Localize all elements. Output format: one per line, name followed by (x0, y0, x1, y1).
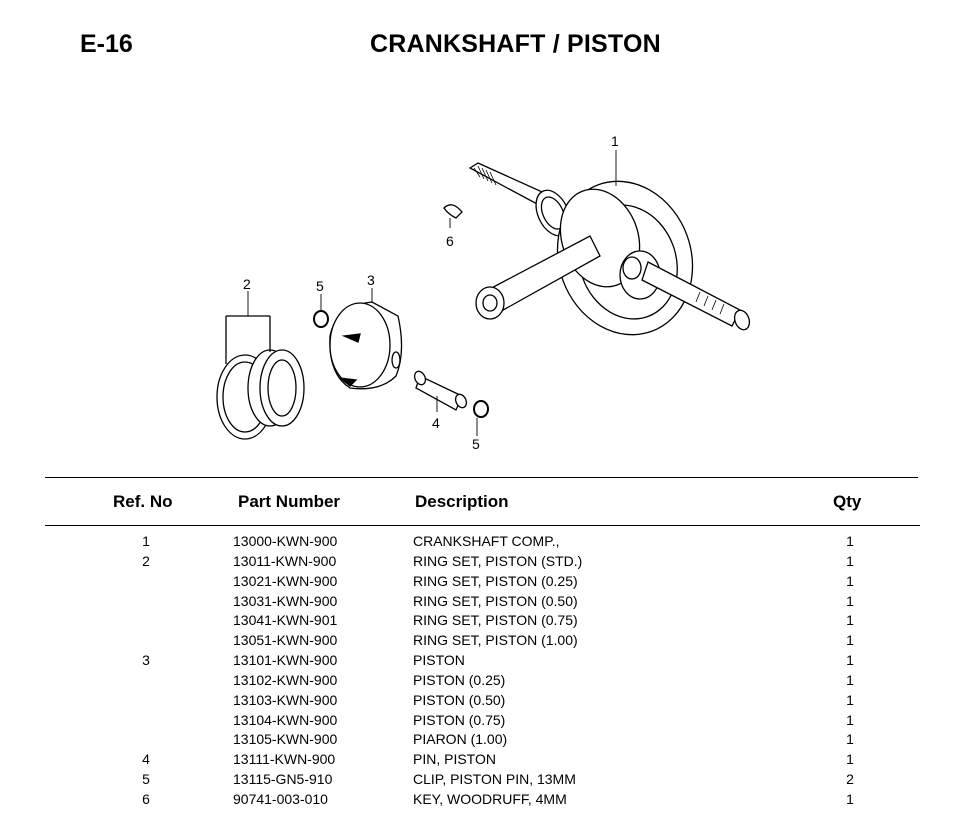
quantity: 1 (846, 791, 854, 807)
ref-no: 2 (142, 553, 150, 569)
description: PIN, PISTON (413, 751, 496, 767)
part-number: 13101-KWN-900 (233, 652, 338, 668)
part-number: 13021-KWN-900 (233, 573, 338, 589)
part-number: 90741-003-010 (233, 791, 328, 807)
quantity: 1 (846, 573, 854, 589)
column-header-part: Part Number (238, 492, 341, 511)
part-number: 13011-KWN-900 (233, 553, 337, 569)
quantity: 1 (846, 692, 854, 708)
table-row (0, 593, 978, 613)
description: RING SET, PISTON (0.75) (413, 612, 578, 628)
quantity: 1 (846, 553, 854, 569)
callout-key: 6 (446, 233, 454, 249)
table-top-rule (45, 477, 918, 478)
callout-pin: 4 (432, 415, 440, 431)
description: CRANKSHAFT COMP., (413, 533, 560, 549)
part-number: 13103-KWN-900 (233, 692, 338, 708)
description: PISTON (0.50) (413, 692, 506, 708)
part-number: 13105-KWN-900 (233, 731, 338, 747)
callout-clip-bottom: 5 (472, 436, 480, 452)
part-number: 13051-KWN-900 (233, 632, 338, 648)
ref-no: 3 (142, 652, 150, 668)
description: RING SET, PISTON (0.25) (413, 573, 578, 589)
quantity: 1 (846, 652, 854, 668)
quantity: 1 (846, 712, 854, 728)
table-row (0, 751, 978, 771)
table-row (0, 692, 978, 712)
quantity: 1 (846, 751, 854, 767)
column-header-ref: Ref. No (113, 492, 173, 511)
quantity: 1 (846, 731, 854, 747)
ref-no: 4 (142, 751, 150, 767)
quantity: 1 (846, 672, 854, 688)
description: RING SET, PISTON (1.00) (413, 632, 578, 648)
description: PISTON (0.25) (413, 672, 506, 688)
part-number: 13115-GN5-910 (233, 771, 333, 787)
table-row (0, 712, 978, 732)
part-number: 13041-KWN-901 (233, 612, 338, 628)
quantity: 1 (846, 533, 854, 549)
quantity: 1 (846, 612, 854, 628)
table-row (0, 553, 978, 573)
woodruff-key-drawing (444, 205, 462, 218)
description: RING SET, PISTON (STD.) (413, 553, 583, 569)
table-row (0, 672, 978, 692)
quantity: 1 (846, 632, 854, 648)
description: RING SET, PISTON (0.50) (413, 593, 578, 609)
quantity: 2 (846, 771, 854, 787)
callout-piston: 3 (367, 272, 375, 288)
page-title: CRANKSHAFT / PISTON (370, 30, 661, 58)
table-row (0, 652, 978, 672)
table-row (0, 533, 978, 553)
description: KEY, WOODRUFF, 4MM (413, 791, 567, 807)
ref-no: 1 (142, 533, 150, 549)
part-number: 13000-KWN-900 (233, 533, 338, 549)
sheet-code: E-16 (80, 30, 133, 58)
table-row (0, 632, 978, 652)
quantity: 1 (846, 593, 854, 609)
column-header-desc: Description (415, 492, 509, 511)
ring-set-drawing (217, 316, 304, 439)
table-row (0, 791, 978, 811)
callout-crankshaft: 1 (611, 133, 619, 149)
description: CLIP, PISTON PIN, 13MM (413, 771, 576, 787)
part-number: 13031-KWN-900 (233, 593, 338, 609)
callout-clip-top: 5 (316, 278, 324, 294)
part-number: 13104-KWN-900 (233, 712, 338, 728)
column-header-qty: Qty (833, 492, 862, 511)
part-number: 13102-KWN-900 (233, 672, 338, 688)
clip-top-drawing (314, 311, 328, 327)
clip-bottom-drawing (474, 401, 488, 417)
table-row (0, 573, 978, 593)
piston-pin-drawing (413, 370, 469, 410)
callout-ring-set: 2 (243, 276, 251, 292)
table-header-rule (45, 525, 920, 526)
crankshaft-drawing (470, 162, 752, 354)
ref-no: 5 (142, 771, 150, 787)
description: PISTON (413, 652, 465, 668)
piston-drawing (330, 302, 402, 389)
table-row (0, 731, 978, 751)
description: PIARON (1.00) (413, 731, 508, 747)
ref-no: 6 (142, 791, 150, 807)
table-row (0, 612, 978, 632)
table-row (0, 771, 978, 791)
description: PISTON (0.75) (413, 712, 506, 728)
part-number: 13111-KWN-900 (233, 751, 336, 767)
